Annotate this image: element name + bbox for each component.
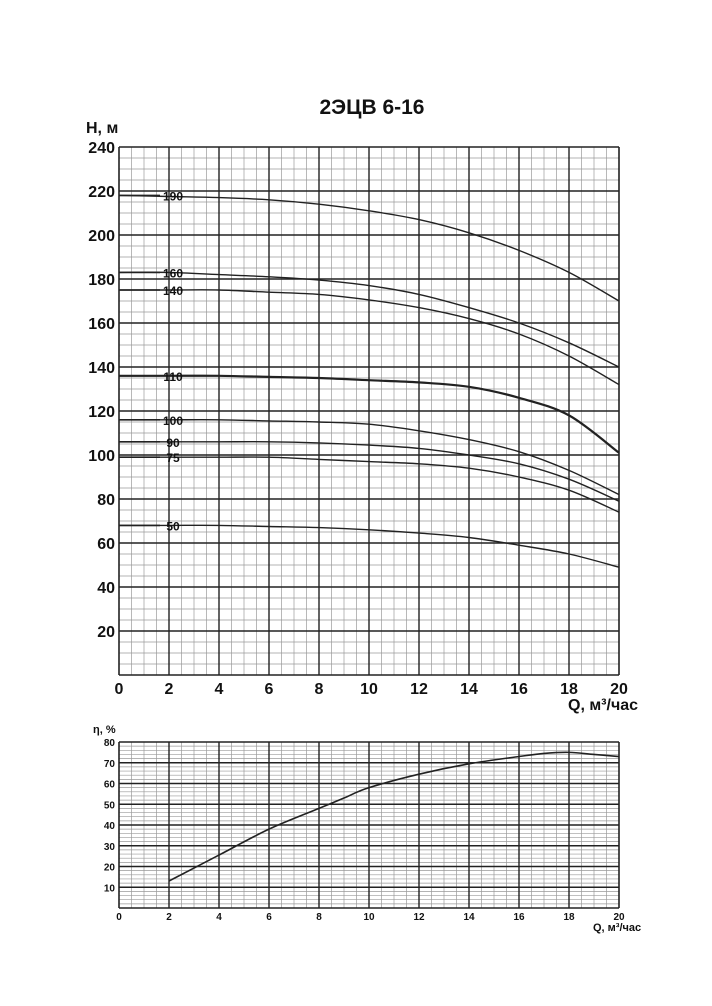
efficiency-y-tick-label: 80	[103, 738, 115, 749]
head-y-tick-label: 60	[97, 536, 115, 553]
head-x-tick-label: 18	[560, 681, 578, 698]
head-x-tick-label: 14	[460, 681, 478, 698]
efficiency-x-axis-label: Q, м³/час	[593, 922, 642, 934]
head-curve-label-100: 100	[162, 413, 184, 428]
efficiency-x-tick-label: 12	[413, 912, 425, 923]
efficiency-x-tick-label: 4	[216, 912, 222, 923]
efficiency-y-tick-label: 10	[103, 883, 115, 895]
head-x-tick-label: 8	[314, 681, 324, 698]
head-curve-label-110: 110	[163, 369, 183, 384]
head-chart	[86, 120, 638, 714]
head-curve-label-140: 140	[162, 284, 184, 298]
head-x-tick-label: 4	[214, 681, 224, 698]
head-y-tick-label: 160	[88, 316, 115, 333]
efficiency-y-axis-label: η, %	[93, 724, 116, 736]
head-curve-label-90: 90	[166, 435, 180, 450]
head-y-tick-label: 40	[97, 580, 115, 597]
efficiency-chart	[93, 724, 641, 934]
head-x-tick-label: 20	[610, 681, 628, 698]
head-y-axis-label: H, м	[86, 120, 119, 137]
head-curve-label-50: 50	[166, 519, 180, 534]
efficiency-y-tick-label: 50	[103, 800, 115, 812]
head-y-tick-label: 180	[88, 272, 115, 289]
head-y-tick-label: 80	[97, 492, 115, 509]
efficiency-x-tick-label: 20	[613, 912, 625, 923]
head-y-tick-label: 140	[88, 360, 115, 377]
head-x-tick-label: 12	[410, 681, 428, 698]
head-y-tick-label: 120	[88, 404, 115, 421]
efficiency-x-tick-label: 6	[266, 912, 272, 923]
head-curve-leaders	[119, 189, 183, 533]
efficiency-x-tick-label: 2	[166, 912, 172, 923]
head-curve-label-75: 75	[166, 451, 180, 466]
head-y-tick-label: 20	[97, 624, 115, 641]
efficiency-x-tick-label: 0	[116, 912, 122, 923]
head-x-axis-label: Q, м³/час	[568, 697, 639, 714]
head-x-tick-label: 16	[510, 681, 528, 698]
efficiency-y-tick-label: 70	[103, 758, 115, 770]
head-y-tick-label: 200	[88, 228, 115, 245]
head-x-tick-label: 10	[360, 681, 378, 698]
efficiency-y-tick-label: 20	[103, 862, 115, 874]
chart-title: 2ЭЦВ 6-16	[319, 96, 425, 119]
efficiency-x-tick-label: 14	[463, 912, 475, 923]
efficiency-x-tick-label: 16	[513, 912, 525, 923]
head-x-tick-label: 0	[114, 681, 124, 698]
head-x-tick-label: 2	[164, 681, 174, 698]
efficiency-x-tick-label: 10	[363, 912, 375, 923]
head-curve-label-190: 190	[162, 189, 184, 204]
head-curve-label-160: 160	[162, 266, 184, 281]
head-x-tick-label: 6	[264, 681, 274, 698]
head-y-tick-label: 100	[88, 448, 115, 465]
head-y-tick-label: 220	[88, 184, 115, 201]
head-y-tick-label: 240	[88, 140, 115, 157]
efficiency-y-tick-label: 40	[103, 821, 115, 832]
efficiency-x-tick-label: 18	[563, 912, 575, 923]
efficiency-x-tick-label: 8	[316, 912, 322, 923]
efficiency-y-tick-label: 30	[103, 841, 115, 853]
efficiency-y-tick-label: 60	[103, 779, 115, 791]
